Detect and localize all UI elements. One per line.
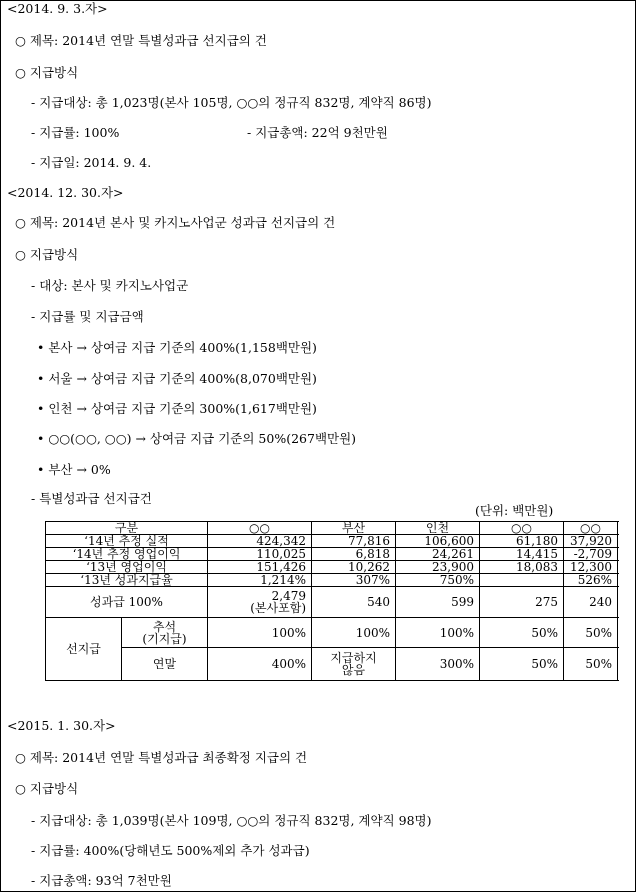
- bullet-item: • 인천 → 상여금 지급 기준의 300%(1,617백만원): [37, 401, 317, 416]
- method-heading: ○ 지급방식: [15, 65, 79, 80]
- sub-label-text: 추석: [152, 619, 177, 634]
- row-label: ‘13년 영업이익: [46, 561, 208, 574]
- rate-heading: - 지급률 및 지급금액: [31, 309, 144, 324]
- bullet-item: • 본사 → 상여금 지급 기준의 400%(1,158백만원): [37, 340, 317, 355]
- table-cell: 100%: [208, 618, 312, 648]
- header-cell: ○○: [208, 522, 312, 535]
- sub-label-note: (기지급): [142, 631, 187, 646]
- table-cell: 100%: [396, 618, 480, 648]
- table-cell: 12,300: [564, 561, 618, 574]
- table-cell: 77,816: [312, 535, 396, 548]
- target-line: - 지급대상: 총 1,023명(본사 105명, ○○의 정규직 832명, 계약직 86명): [31, 95, 432, 110]
- table-cell: 400%: [208, 648, 312, 681]
- table-cell: 151,426: [208, 561, 312, 574]
- total-line: - 지급총액: 22억 9천만원: [247, 125, 388, 140]
- cell-value: 2,479: [271, 589, 306, 603]
- header-cell: 구분: [46, 522, 208, 535]
- section-date: <2014. 9. 3.자>: [7, 1, 108, 16]
- sub-label: 연말: [122, 648, 208, 681]
- rate-line: - 지급률: 400%(당해년도 500%제외 추가 성과급): [31, 843, 310, 858]
- table-cell: 1,214%: [208, 574, 312, 587]
- cell-text: 지급하지: [330, 651, 377, 665]
- table-cell: [312, 648, 396, 681]
- table-row: [46, 587, 618, 618]
- table-cell: 61,180: [480, 535, 564, 548]
- table-cell: 24,261: [396, 548, 480, 561]
- cell-note: (본사포함): [250, 601, 306, 615]
- table-cell: 540: [312, 587, 396, 618]
- table-row: [46, 548, 618, 561]
- table-header-row: [46, 522, 618, 535]
- target-line: - 대상: 본사 및 카지노사업군: [31, 278, 189, 293]
- table-cell: 240: [564, 587, 618, 618]
- table-cell: 110,025: [208, 548, 312, 561]
- table-cell: 50%: [564, 618, 618, 648]
- total-line: - 지급총액: 93억 7천만원: [31, 873, 172, 888]
- row-label: ‘14년 추정 실적: [46, 535, 208, 548]
- table-cell: 37,920: [564, 535, 618, 548]
- table-row: [46, 648, 618, 681]
- cell-text: 않음: [341, 663, 366, 677]
- section-title: ○ 제목: 2014년 연말 특별성과급 선지급의 건: [15, 33, 267, 48]
- table-row: [46, 574, 618, 587]
- table-cell: 100%: [312, 618, 396, 648]
- rate-line: - 지급률: 100%: [31, 125, 120, 140]
- section-title: ○ 제목: 2014년 본사 및 카지노사업군 성과급 선지급의 건: [15, 215, 336, 230]
- table-cell: 50%: [564, 648, 618, 681]
- table-cell: [208, 587, 312, 618]
- method-heading: ○ 지급방식: [15, 781, 79, 796]
- table-cell: 106,600: [396, 535, 480, 548]
- table-cell: 750%: [396, 574, 480, 587]
- bullet-item: • ○○(○○, ○○) → 상여금 지급 기준의 50%(267백만원): [37, 431, 357, 446]
- pay-date-line: - 지급일: 2014. 9. 4.: [31, 155, 152, 170]
- sub-label: [122, 618, 208, 648]
- unit-label: (단위: 백만원): [475, 503, 554, 518]
- table-cell: 307%: [312, 574, 396, 587]
- special-heading: - 특별성과급 선지급건: [31, 491, 152, 506]
- section-date: <2014. 12. 30.자>: [7, 185, 124, 200]
- table-cell: [480, 574, 564, 587]
- table-cell: 599: [396, 587, 480, 618]
- row-label: 성과급 100%: [46, 587, 208, 618]
- table-cell: 14,415: [480, 548, 564, 561]
- row-label: ‘13년 성과지급율: [46, 574, 208, 587]
- target-line: - 지급대상: 총 1,039명(본사 109명, ○○의 정규직 832명, 계약직 98명): [31, 813, 432, 828]
- header-cell: ○○: [480, 522, 564, 535]
- table-cell: 526%: [564, 574, 618, 587]
- header-cell: 인천: [396, 522, 480, 535]
- table-cell: 300%: [396, 648, 480, 681]
- row-label: 선지급: [46, 618, 122, 681]
- table-cell: 18,083: [480, 561, 564, 574]
- performance-table: [45, 521, 618, 681]
- table-cell: 6,818: [312, 548, 396, 561]
- bullet-item: • 서울 → 상여금 지급 기준의 400%(8,070백만원): [37, 371, 317, 386]
- row-label: ‘14년 추정 영업이익: [46, 548, 208, 561]
- table-row: [46, 535, 618, 548]
- table-cell: -2,709: [564, 548, 618, 561]
- table-cell: 10,262: [312, 561, 396, 574]
- table-cell: 424,342: [208, 535, 312, 548]
- table-cell: 50%: [480, 648, 564, 681]
- header-cell: ○○: [564, 522, 618, 535]
- table-cell: 275: [480, 587, 564, 618]
- section-title: ○ 제목: 2014년 연말 특별성과급 최종확정 지급의 건: [15, 750, 308, 765]
- table-cell: 50%: [480, 618, 564, 648]
- section-date: <2015. 1. 30.자>: [7, 718, 116, 733]
- table-row: [46, 561, 618, 574]
- method-heading: ○ 지급방식: [15, 247, 79, 262]
- table-cell: 23,900: [396, 561, 480, 574]
- table-row: [46, 618, 618, 648]
- bullet-item: • 부산 → 0%: [37, 462, 111, 477]
- header-cell: 부산: [312, 522, 396, 535]
